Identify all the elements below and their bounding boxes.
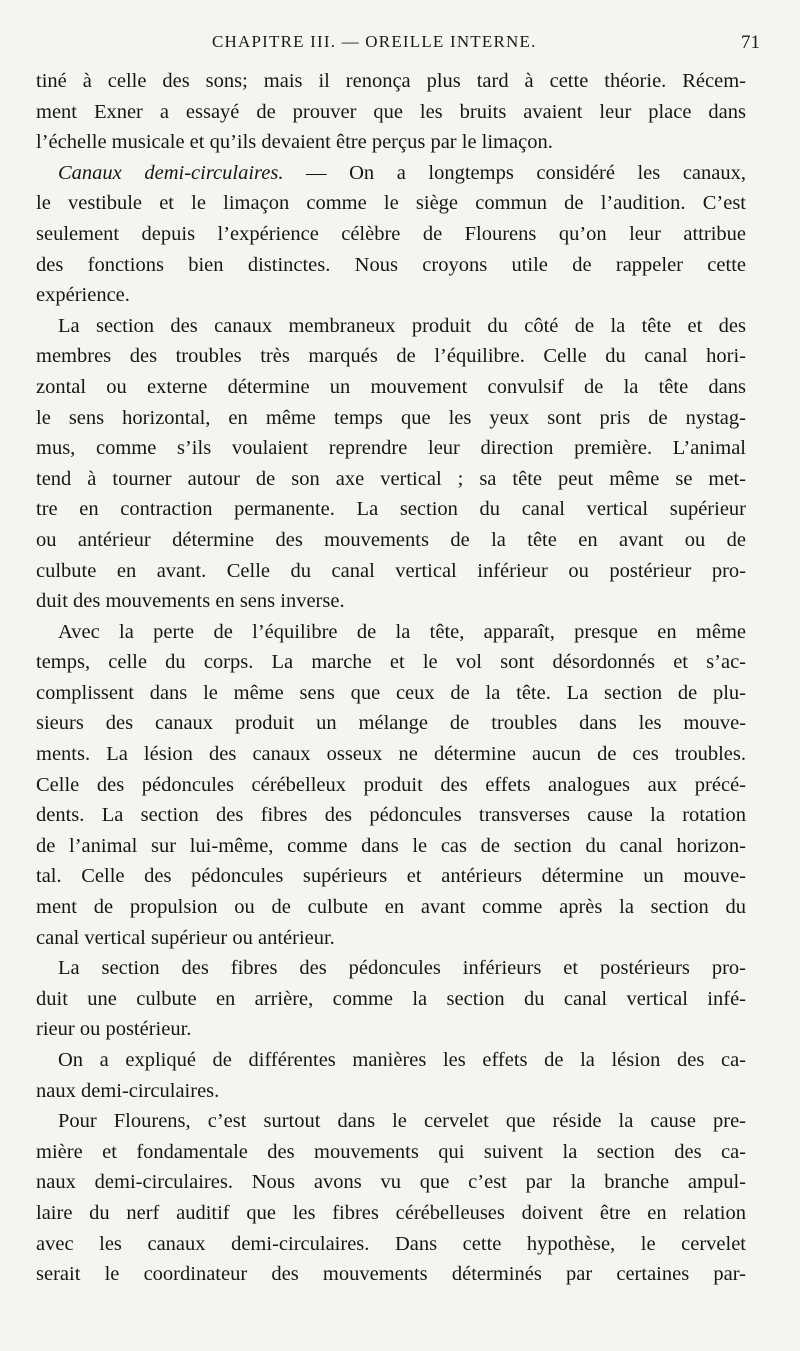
text-line: Avec la perte de l’équilibre de la tête, apparaît, presque en même — [58, 620, 746, 643]
text-line: temps, celle du corps. La marche et le vol sont désordonnés et s’ac- — [36, 651, 746, 674]
text-line: tend à tourner autour de son axe vertical ; sa tête peut même se met- — [36, 467, 746, 490]
running-head: CHAPITRE III. — OREILLE INTERNE. — [212, 32, 537, 51]
text-line: ou antérieur détermine des mouvements de la tête en avant ou de — [36, 528, 746, 551]
text-line: ments. La lésion des canaux osseux ne détermine aucun de ces troubles. — [36, 743, 746, 766]
text-line: Celle des pédoncules cérébelleux produit des effets analogues aux précé- — [36, 773, 746, 796]
body-text — [36, 66, 746, 1290]
text-line: dents. La section des fibres des pédoncules transverses cause la rotation — [36, 804, 746, 827]
text-line: laire du nerf auditif que les fibres cérébelleuses doivent être en relation — [36, 1201, 746, 1224]
text-line: culbute en avant. Celle du canal vertical inférieur ou postérieur pro- — [36, 559, 746, 582]
text-line: le sens horizontal, en même temps que les yeux sont pris de nystag- — [36, 406, 746, 429]
text-line: canal vertical supérieur ou antérieur. — [36, 926, 335, 949]
section-heading: Canaux demi-circulaires. — [58, 161, 284, 184]
text-line: des fonctions bien distinctes. Nous croyons utile de rappeler cette — [36, 253, 746, 276]
text-line: naux demi-circulaires. — [36, 1079, 220, 1102]
text-line: seulement depuis l’expérience célèbre de Flourens qu’on leur attribue — [36, 222, 746, 245]
text-line: ment Exner a essayé de prouver que les bruits avaient leur place dans — [36, 100, 746, 123]
text-line: membres des troubles très marqués de l’équilibre. Celle du canal hori- — [36, 345, 746, 368]
text-line: ment de propulsion ou de culbute en avant comme après la section du — [36, 896, 746, 919]
page-header — [36, 30, 760, 58]
text-line: complissent dans le même sens que ceux de la tête. La section de plu- — [36, 681, 746, 704]
text-line: avec les canaux demi-circulaires. Dans cette hypothèse, le cervelet — [36, 1232, 746, 1255]
text-line: mus, comme s’ils voulaient reprendre leur direction première. L’animal — [36, 437, 746, 460]
text-line: Pour Flourens, c’est surtout dans le cervelet que réside la cause pre- — [58, 1110, 746, 1133]
text-line: tre en contraction permanente. La section du canal vertical supérieur — [36, 498, 746, 521]
text-line: zontal ou externe détermine un mouvement convulsif de la tête dans — [36, 375, 746, 398]
text-line: La section des fibres des pédoncules inférieurs et postérieurs pro- — [58, 957, 746, 980]
text-line: Canaux demi-circulaires. — On a longtemps considéré les canaux, — [58, 161, 747, 184]
text-line: naux demi-circulaires. Nous avons vu que c’est par la branche ampul- — [36, 1171, 746, 1194]
text-line: duit des mouvements en sens inverse. — [36, 590, 345, 613]
text-line: mière et fondamentale des mouvements qui suivent la section des ca- — [36, 1140, 746, 1163]
text-line: expérience. — [36, 284, 130, 307]
text-line: duit une culbute en arrière, comme la section du canal vertical infé- — [36, 987, 746, 1010]
text-line: tiné à celle des sons; mais il renonça plus tard à cette théorie. Récem- — [36, 70, 746, 92]
text-line: On a expliqué de différentes manières les effets de la lésion des ca- — [58, 1049, 746, 1071]
text-line: rieur ou postérieur. — [36, 1018, 192, 1041]
text-line: le vestibule et le limaçon comme le siège commun de l’audition. C’est — [36, 192, 746, 215]
text-line: de l’animal sur lui-même, comme dans le cas de section du canal horizon- — [36, 834, 746, 857]
page-number: 71 — [741, 32, 760, 53]
text-line: La section des canaux membraneux produit du côté de la tête et des — [58, 314, 746, 337]
text-line: serait le coordinateur des mouvements déterminés par certaines par- — [36, 1263, 746, 1286]
text-line: l’échelle musicale et qu’ils devaient être perçus par le limaçon. — [36, 131, 553, 154]
text-line: sieurs des canaux produit un mélange de troubles dans les mouve- — [36, 712, 746, 735]
text-line: tal. Celle des pédoncules supérieurs et antérieurs détermine un mouve- — [36, 865, 746, 888]
